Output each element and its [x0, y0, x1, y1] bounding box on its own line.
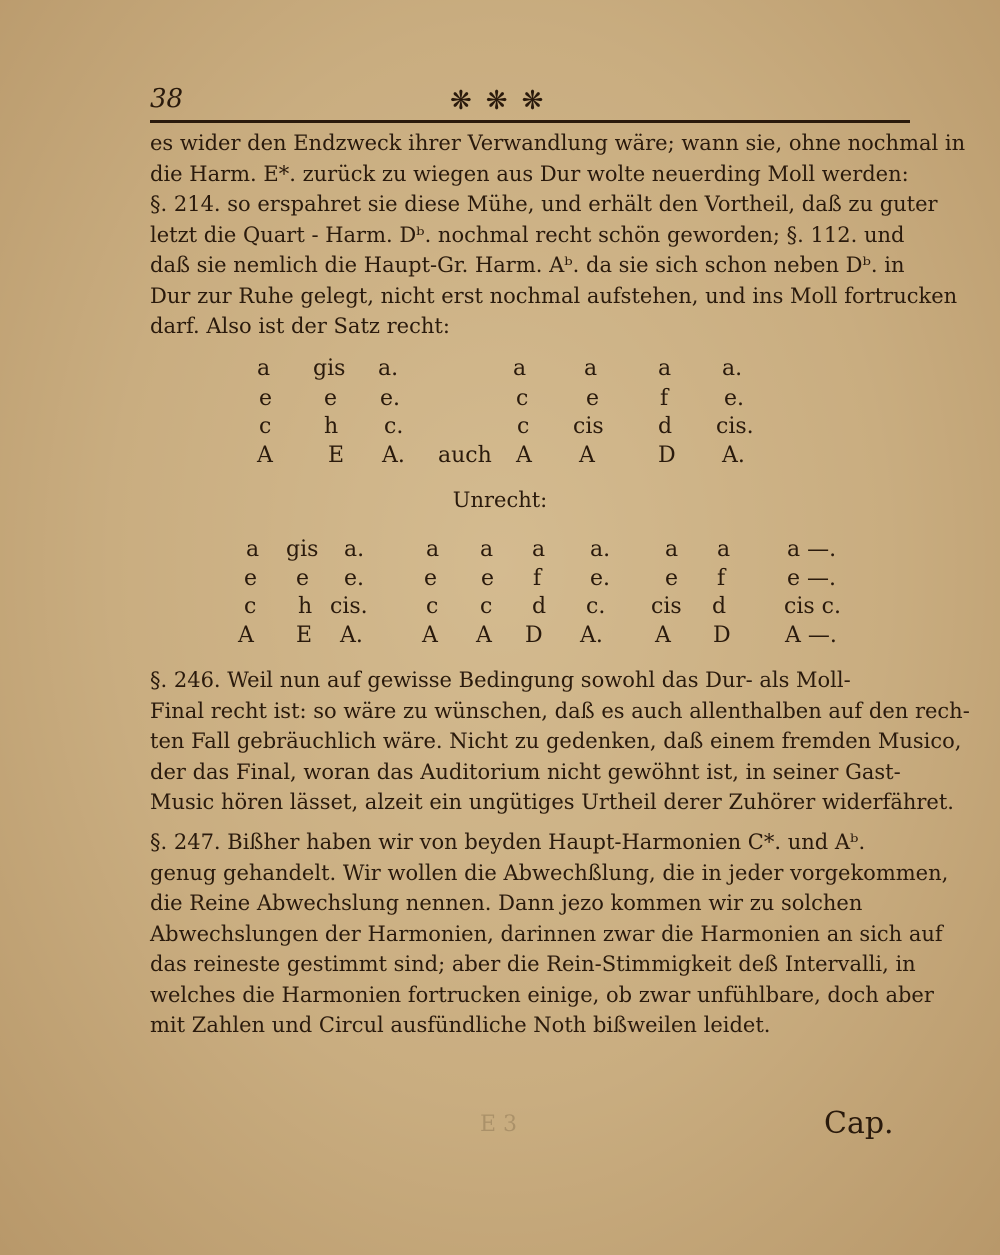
table-cell: gis — [286, 537, 319, 562]
table-cell: e — [665, 566, 679, 591]
header-rule — [150, 120, 910, 123]
table-cell: E — [296, 623, 313, 648]
table-cell: d — [658, 414, 673, 439]
table-cell: c — [426, 594, 439, 619]
ornament-icon: ❋❋❋ — [450, 86, 558, 116]
table-cell: a — [717, 537, 731, 562]
text-line: Abwechslungen der Harmonien, darinnen zwar die Harmonien an sich auf — [150, 921, 943, 946]
table-cell: h — [298, 594, 313, 619]
text-line: §. 214. so erspahret sie diese Mühe, und erhält den Vortheil, daß zu guter — [150, 192, 938, 216]
table-cell: e — [481, 566, 495, 591]
table-cell: c — [259, 414, 272, 439]
table-cell: a — [246, 537, 260, 562]
table-cell: A — [655, 623, 671, 648]
table-cell: e — [296, 566, 310, 591]
text-line: mit Zahlen und Circul ausfündliche Noth bißweilen leidet. — [150, 1013, 771, 1037]
table-cell: A — [476, 623, 492, 648]
table-cell-auch: auch — [438, 443, 492, 468]
table-cell: f — [717, 566, 726, 591]
text-line: Music hören lässet, alzeit ein ungütiges Urtheil derer Zuhörer widerfähret. — [150, 790, 954, 814]
text-line: welches die Harmonien fortrucken einige, ob zwar unfühlbare, doch aber — [150, 982, 934, 1007]
table-cell: D — [658, 443, 676, 468]
table-cell: A — [516, 443, 532, 468]
text-line: es wider den Endzweck ihrer Verwandlung wäre; wann sie, ohne nochmal in — [150, 131, 966, 155]
paragraph-246 — [150, 665, 970, 818]
table-cell: a. — [722, 356, 743, 381]
signature-mark: E 3 — [480, 1112, 518, 1137]
table-cell: D — [713, 623, 731, 648]
text-line: darf. Also ist der Satz recht: — [150, 314, 450, 338]
table-cell: c. — [384, 414, 404, 439]
table-cell: e — [424, 566, 438, 591]
text-line: letzt die Quart - Harm. Dᵇ. nochmal recht schön geworden; §. 112. und — [150, 222, 905, 247]
text-line: Final recht ist: so wäre zu wünschen, daß es auch allenthalben auf den rech- — [150, 698, 970, 723]
table-cell: e. — [590, 566, 611, 591]
table-cell: d — [712, 594, 727, 619]
table-cell: A — [238, 623, 254, 648]
table-cell: cis — [651, 594, 682, 619]
table-cell: e. — [380, 386, 401, 411]
table-cell: e — [259, 386, 273, 411]
table-cell: a — [257, 356, 271, 381]
table-cell: h — [324, 414, 339, 439]
table-cell: A. — [340, 623, 363, 648]
label-wrong: Unrecht: — [452, 488, 548, 512]
table-cell: a. — [344, 537, 365, 562]
catchword: Cap. — [824, 1106, 894, 1141]
text-line: Dur zur Ruhe gelegt, nicht erst nochmal aufstehen, und ins Moll fortrucken — [150, 283, 958, 308]
table-cell: D — [525, 623, 543, 648]
table-cell: a — [480, 537, 494, 562]
page-header — [150, 84, 910, 124]
table-cell: A. — [722, 443, 745, 468]
table-cell: A —. — [785, 623, 837, 648]
table-cell: e — [244, 566, 258, 591]
table-cell: c — [480, 594, 493, 619]
text-line: der das Final, woran das Auditorium nicht gewöhnt ist, in seiner Gast- — [150, 759, 901, 784]
table-cell: a — [665, 537, 679, 562]
text-line: die Reine Abwechslung nennen. Dann jezo kommen wir zu solchen — [150, 891, 863, 915]
table-cell: e. — [344, 566, 365, 591]
table-cell: a — [532, 537, 546, 562]
table-cell: f — [533, 566, 542, 591]
table-cell: A. — [382, 443, 405, 468]
table-cell: a — [426, 537, 440, 562]
text-line: ten Fall gebräuchlich wäre. Nicht zu gedenken, daß einem fremden Musico, — [150, 729, 962, 753]
table-cell: e —. — [787, 566, 837, 591]
table-cell: a — [513, 356, 527, 381]
table-cell: A — [257, 443, 273, 468]
table-cell: A — [422, 623, 438, 648]
table-cell: a — [584, 356, 598, 381]
table-cell: E — [328, 443, 345, 468]
table-cell: c — [516, 386, 529, 411]
table-cell: f — [660, 386, 669, 411]
table-cell: gis — [313, 356, 346, 381]
table-cell: cis — [573, 414, 604, 439]
table-cell: e — [324, 386, 338, 411]
text-line: §. 246. Weil nun auf gewisse Bedingung sowohl das Dur- als Moll- — [150, 668, 851, 692]
table-cell: a. — [378, 356, 399, 381]
table-cell: cis. — [716, 414, 754, 439]
text-line: daß sie nemlich die Haupt-Gr. Harm. Aᵇ. da sie sich schon neben Dᵇ. in — [150, 253, 905, 277]
table-cell: cis c. — [784, 594, 841, 619]
table-cell: a —. — [787, 537, 837, 562]
page-number: 38 — [150, 84, 184, 114]
table-cell: e — [586, 386, 600, 411]
table-cell: cis. — [330, 594, 368, 619]
paragraph-247 — [150, 827, 949, 1041]
table-cell: c — [244, 594, 257, 619]
table-cell: A. — [580, 623, 603, 648]
table-cell: a. — [590, 537, 611, 562]
text-line: das reineste gestimmt sind; aber die Rein-Stimmigkeit deß Intervalli, in — [150, 952, 916, 976]
table-cell: c. — [586, 594, 606, 619]
table-cell: d — [532, 594, 547, 619]
table-cell: A — [579, 443, 595, 468]
table-cell: e. — [724, 386, 745, 411]
table-cell: a — [658, 356, 672, 381]
paragraph-1 — [150, 128, 966, 342]
text-line: die Harm. E*. zurück zu wiegen aus Dur wolte neuerding Moll werden: — [150, 161, 909, 186]
table-cell: c — [517, 414, 530, 439]
text-line: §. 247. Bißher haben wir von beyden Haupt-Harmonien C*. und Aᵇ. — [150, 830, 866, 854]
text-line: genug gehandelt. Wir wollen die Abwechßlung, die in jeder vorgekommen, — [150, 860, 949, 885]
